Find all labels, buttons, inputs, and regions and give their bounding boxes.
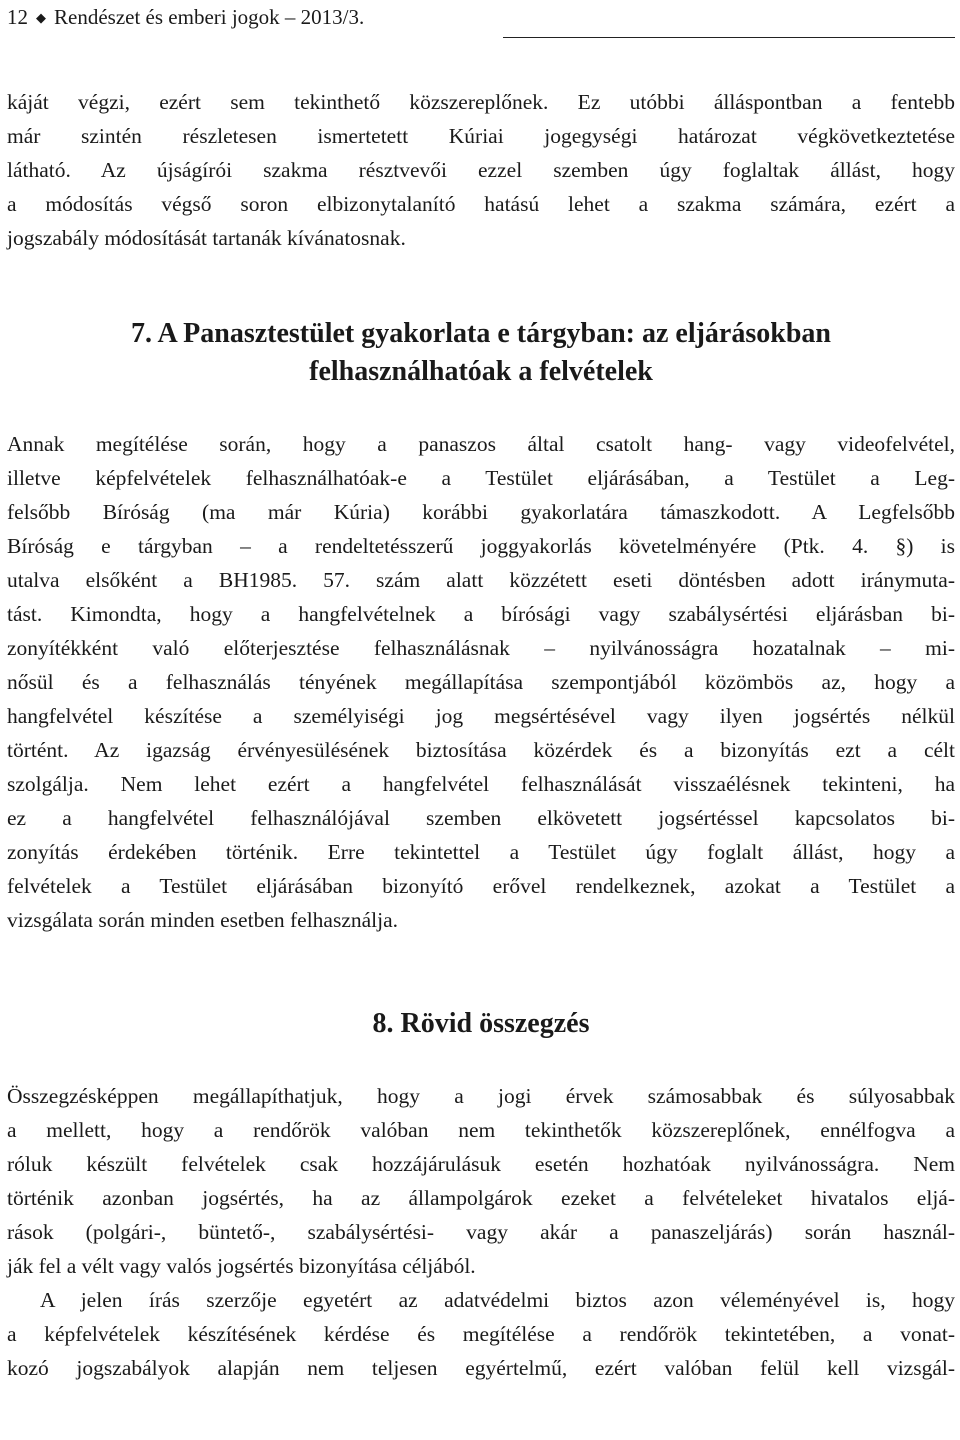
text-line: vizsgálata során minden esetben felhasználja. xyxy=(7,908,399,932)
paragraph-3 xyxy=(7,1079,955,1283)
text-line: illetve képfelvételek felhasználhatóak-e a Testület eljárásában, a Testület a Leg- xyxy=(7,466,955,490)
paragraph-1 xyxy=(7,85,955,255)
text-line: felsőbb Bíróság (ma már Kúria) korábbi gyakorlatára támaszkodott. A Legfelsőbb xyxy=(7,500,955,524)
text-line: jogszabály módosítását tartanák kívánatosnak. xyxy=(7,226,406,250)
text-line: zonyítás érdekében történik. Erre tekintettel a Testület úgy foglalt állást, hogy a xyxy=(7,840,955,864)
page-number: 12 xyxy=(7,5,28,29)
text-line: történt. Az igazság érvényesülésének biztosítása közérdek és a bizonyítás ezt a célt xyxy=(7,738,955,762)
paragraph-2 xyxy=(7,427,955,937)
section-8-heading: 8. Rövid összegzés xyxy=(372,1008,590,1039)
text-line: Bíróság e tárgyban – a rendeltetésszerű joggyakorlás követelményére (Ptk. 4. §) is xyxy=(7,534,955,558)
text-line: a mellett, hogy a rendőrök valóban nem tekinthetők közszereplőnek, ennélfogva a xyxy=(7,1118,955,1142)
text-line: felvételek a Testület eljárásában bizonyító erővel rendelkeznek, azokat a Testület a xyxy=(7,874,955,898)
text-line: látható. Az újságírói szakma résztvevői ezzel szemben úgy foglaltak állást, hogy xyxy=(7,158,955,182)
text-line: utalva elsőként a BH1985. 57. szám alatt közzétett eseti döntésben adott iránymuta- xyxy=(7,568,955,592)
header-rule xyxy=(503,37,955,38)
text-line: szolgálja. Nem lehet ezért a hangfelvétel felhasználását visszaélésnek tekinteni, ha xyxy=(7,772,955,796)
text-line: ják fel a vélt vagy valós jogsértés bizonyítása céljából. xyxy=(7,1254,476,1278)
text-line: zonyítékként való előterjesztése felhasználásnak – nyilvánosságra hozatalnak – mi- xyxy=(7,636,955,660)
paragraph-4 xyxy=(7,1283,955,1385)
text-line: történik azonban jogsértés, ha az állampolgárok ezeket a felvételeket hivatalos eljá- xyxy=(7,1186,955,1210)
section-7-title-line-1: 7. A Panasztestület gyakorlata e tárgyban: az eljárásokban xyxy=(131,318,831,349)
text-line: tást. Kimondta, hogy a hangfelvételnek a bírósági vagy szabálysértési eljárásban bi- xyxy=(7,602,955,626)
journal-title: Rendészet és emberi jogok – 2013/3. xyxy=(54,5,365,29)
text-line: nősül és a felhasználás tényének megállapítása szempontjából közömbös az, hogy a xyxy=(7,670,955,694)
document-page xyxy=(7,0,955,1440)
text-line: a képfelvételek készítésének kérdése és megítélése a rendőrök tekintetében, a vonat- xyxy=(7,1322,955,1346)
text-line: kozó jogszabályok alapján nem teljesen egyértelmű, ezért valóban felül kell vizsgál- xyxy=(7,1356,955,1380)
text-line: róluk készült felvételek csak hozzájárulásuk esetén hozhatóak nyilvánosságra. Nem xyxy=(7,1152,955,1176)
section-7-title-line-2: felhasználhatóak a felvételek xyxy=(309,356,653,387)
text-line: káját végzi, ezért sem tekinthető közszereplőnek. Ez utóbbi álláspontban a fentebb xyxy=(7,90,955,114)
diamond-bullet-icon: ◆ xyxy=(36,10,46,25)
text-line: már szintén részletesen ismertetett Kúriai jogegységi határozat végkövetkeztetése xyxy=(7,124,955,148)
text-line: hangfelvétel készítése a személyiségi jog megsértésével vagy ilyen jogsértés nélkül xyxy=(7,704,955,728)
text-line: Összegzésképpen megállapíthatjuk, hogy a jogi érvek számosabbak és súlyosabbak xyxy=(7,1084,955,1108)
body-text xyxy=(7,85,955,1385)
text-line: ez a hangfelvétel felhasználójával szemben elkövetett jogsértéssel kapcsolatos bi- xyxy=(7,806,955,830)
text-line: rások (polgári-, büntető-, szabálysértési- vagy akár a panaszeljárás) során használ- xyxy=(7,1220,955,1244)
section-7-heading xyxy=(7,315,955,391)
running-header xyxy=(7,4,364,31)
text-line: A jelen írás szerzője egyetért az adatvédelmi biztos azon véleményével is, hogy xyxy=(40,1288,955,1312)
text-line: Annak megítélése során, hogy a panaszos által csatolt hang- vagy videofelvétel, xyxy=(7,432,955,456)
text-line: a módosítás végső soron elbizonytalanító hatású lehet a szakma számára, ezért a xyxy=(7,192,955,216)
